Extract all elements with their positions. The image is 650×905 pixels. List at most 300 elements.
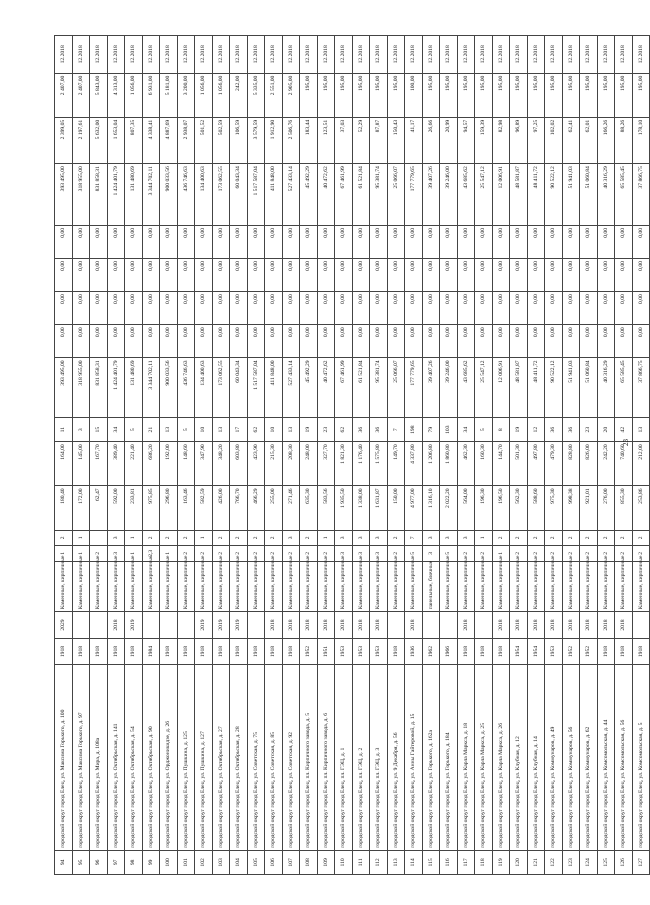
cell-living-area: 1 206,80 — [422, 442, 440, 486]
cell-max-unit-cost: 4 313,00 — [107, 73, 125, 117]
cell-deadline: 12.2018 — [265, 36, 283, 74]
cell-living-area: 389,40 — [107, 442, 125, 486]
cell-privatization-year: 2018 — [510, 612, 528, 638]
cell-build-year: 1954 — [527, 638, 545, 664]
cell-privatization-year: 2018 — [282, 612, 300, 638]
cell-deadline: 12.2018 — [72, 36, 90, 74]
cell-residents: 198 — [405, 418, 423, 442]
cell-fund-federal: 0,00 — [160, 325, 178, 358]
cell-cost-sum: 1 424 401,79 — [107, 164, 125, 226]
cell-living-area: 208,30 — [282, 442, 300, 486]
cell-floors: 2 — [597, 546, 615, 561]
cell-wall-material: Каменные, кирпичные — [475, 561, 493, 612]
cell-address: городской округ город Елец, ул. Октябрьская, д. 54 — [125, 665, 143, 850]
cell-fund-federal: 0,00 — [615, 325, 633, 358]
cell-max-unit-cost: 1 056,00 — [212, 73, 230, 117]
cell-fund-regional: 0,00 — [282, 292, 300, 325]
cell-cost-sum: 61 521,84 — [352, 164, 370, 226]
cell-fund-local: 0,00 — [282, 259, 300, 292]
cell-wall-material: панельные, блочные — [422, 561, 440, 612]
cell-fund-local: 0,00 — [457, 259, 475, 292]
cell-total-area: 62,47 — [90, 486, 108, 530]
cell-cost-total: 12 006,91 — [492, 358, 510, 418]
cell-total-area: 1 338,00 — [352, 486, 370, 530]
cell-cost-sum: 1 517 587,04 — [247, 164, 265, 226]
cell-entrances: 2 — [160, 530, 178, 545]
cell-build-year: 1953 — [352, 638, 370, 664]
cell-deadline: 12.2018 — [195, 36, 213, 74]
cell-row-number: 108 — [300, 850, 318, 874]
cell-living-area: 828,80 — [562, 442, 580, 486]
cell-cost-total: 3 344 702,11 — [142, 358, 160, 418]
cell-total-area: 163,46 — [177, 486, 195, 530]
cell-wall-material: Каменные, кирпичные — [160, 561, 178, 612]
cell-unit-cost: 5 632,00 — [90, 117, 108, 163]
cell-residents: 19 — [510, 418, 528, 442]
cell-floors: 2 — [90, 546, 108, 561]
cell-unit-cost: 37,03 — [335, 117, 353, 163]
cell-living-area: 603,80 — [230, 442, 248, 486]
cell-privatization-year — [387, 612, 405, 638]
cell-fund-owners: 0,00 — [230, 225, 248, 258]
cell-fund-regional: 0,00 — [317, 292, 335, 325]
cell-privatization-year: 2018 — [580, 612, 598, 638]
table-row — [90, 36, 108, 875]
cell-entrances: 2 — [55, 530, 73, 545]
cell-cost-sum: 436 746,63 — [177, 164, 195, 226]
cell-privatization-year: 2029 — [55, 612, 73, 638]
cell-row-number: 94 — [55, 850, 73, 874]
cell-cost-total: 60 043,34 — [230, 358, 248, 418]
cell-unit-cost: 41,17 — [405, 117, 423, 163]
table-row — [72, 36, 90, 875]
cell-living-area: 4 337,80 — [405, 442, 423, 486]
cell-build-year: 1936 — [405, 638, 423, 664]
cell-unit-cost: 3 579,59 — [247, 117, 265, 163]
cell-floors: 3 — [335, 546, 353, 561]
cell-residents: 11 — [55, 418, 73, 442]
cell-fund-regional: 0,00 — [107, 292, 125, 325]
cell-fund-owners: 0,00 — [282, 225, 300, 258]
cell-unit-cost: 96,89 — [510, 117, 528, 163]
cell-deadline: 12.2018 — [282, 36, 300, 74]
cell-total-area: 635,30 — [300, 486, 318, 530]
cell-deadline: 12.2018 — [107, 36, 125, 74]
cell-fund-local: 0,00 — [177, 259, 195, 292]
cell-entrances: 3 — [457, 530, 475, 545]
cell-residents: 13 — [160, 418, 178, 442]
cell-cost-total: 831 858,31 — [90, 358, 108, 418]
cell-max-unit-cost: 195,00 — [632, 73, 650, 117]
cell-build-year: 1918 — [597, 638, 615, 664]
cell-fund-federal: 0,00 — [562, 325, 580, 358]
cell-build-year: 1952 — [562, 638, 580, 664]
cell-residents: 15 — [90, 418, 108, 442]
cell-address: городской округ город Елец, ул. Советская, д. 92 — [282, 665, 300, 850]
cell-fund-regional: 0,00 — [527, 292, 545, 325]
cell-wall-material: Каменные, кирпичные — [580, 561, 598, 612]
cell-row-number: 110 — [335, 850, 353, 874]
cell-address: городской округ город Елец, ул. Коммунаров, д. 62 — [580, 665, 598, 850]
table-row — [545, 36, 563, 875]
cell-fund-federal: 0,00 — [125, 325, 143, 358]
cell-deadline: 12.2018 — [527, 36, 545, 74]
cell-fund-local: 0,00 — [230, 259, 248, 292]
cell-max-unit-cost: 2 551,00 — [265, 73, 283, 117]
cell-deadline: 12.2018 — [125, 36, 143, 74]
cell-floors: 2 — [527, 546, 545, 561]
cell-row-number: 114 — [405, 850, 423, 874]
cell-cost-sum: 90 522,12 — [545, 164, 563, 226]
cell-cost-total: 67 461,99 — [335, 358, 353, 418]
cell-unit-cost: 178,10 — [632, 117, 650, 163]
cell-living-area: 215,30 — [265, 442, 283, 486]
cell-privatization-year — [475, 612, 493, 638]
cell-fund-federal: 0,00 — [422, 325, 440, 358]
cell-total-area: 150,00 — [387, 486, 405, 530]
cell-residents: 13 — [212, 418, 230, 442]
cell-address: городской округ город Елец, ул. Октябрьская, д. 90 — [142, 665, 160, 850]
cell-total-area: 583,56 — [317, 486, 335, 530]
cell-total-area: 426,00 — [212, 486, 230, 530]
cell-row-number: 113 — [387, 850, 405, 874]
cell-floors: 2 — [457, 546, 475, 561]
cell-living-area: 242,20 — [597, 442, 615, 486]
cell-floors: 5 — [440, 546, 458, 561]
cell-max-unit-cost: 195,00 — [387, 73, 405, 117]
cell-max-unit-cost: 195,00 — [335, 73, 353, 117]
cell-fund-regional: 0,00 — [440, 292, 458, 325]
cell-floors: 3 — [422, 546, 440, 561]
cell-living-area: 479,30 — [545, 442, 563, 486]
cell-residents: 20 — [597, 418, 615, 442]
cell-unit-cost: 62,41 — [562, 117, 580, 163]
cell-privatization-year — [440, 612, 458, 638]
cell-row-number: 125 — [597, 850, 615, 874]
cell-build-year: 1918 — [457, 638, 475, 664]
cell-cost-total: 527 433,14 — [282, 358, 300, 418]
cell-fund-local: 0,00 — [317, 259, 335, 292]
cell-cost-sum: 25 066,07 — [387, 164, 405, 226]
cell-privatization-year: 2018 — [545, 612, 563, 638]
cell-unit-cost: 26,66 — [422, 117, 440, 163]
cell-fund-regional: 0,00 — [492, 292, 510, 325]
cell-cost-sum: 3 344 702,11 — [142, 164, 160, 226]
cell-address: городской округ город Елец, ул. Карла Маркса, д. 25 — [475, 665, 493, 850]
cell-residents: 62 — [335, 418, 353, 442]
cell-deadline: 12.2018 — [317, 36, 335, 74]
cell-floors: 2 — [387, 546, 405, 561]
cell-fund-federal: 0,00 — [72, 325, 90, 358]
cell-fund-regional: 0,00 — [55, 292, 73, 325]
cell-cost-total: 45 492,29 — [300, 358, 318, 418]
cell-entrances: 2 — [212, 530, 230, 545]
cell-residents: 13 — [632, 418, 650, 442]
cell-entrances: 2 — [632, 530, 650, 545]
cell-address: городской округ город Елец, ул. Карла Маркса, д. 18 — [457, 665, 475, 850]
cell-total-area: 180,40 — [55, 486, 73, 530]
cell-build-year: 1984 — [142, 638, 160, 664]
cell-fund-owners: 0,00 — [335, 225, 353, 258]
cell-residents: 79 — [422, 418, 440, 442]
cell-cost-sum: 25 547,12 — [475, 164, 493, 226]
cell-row-number: 98 — [125, 850, 143, 874]
cell-row-number: 123 — [562, 850, 580, 874]
cell-fund-local: 0,00 — [597, 259, 615, 292]
cell-residents: 36 — [370, 418, 388, 442]
cell-floors: 2 — [265, 546, 283, 561]
table-row — [527, 36, 545, 875]
cell-total-area: 196,30 — [475, 486, 493, 530]
cell-living-area: 164,00 — [55, 442, 73, 486]
cell-deadline: 12.2018 — [632, 36, 650, 74]
cell-cost-total: 51 060,84 — [580, 358, 598, 418]
cell-residents: 23 — [580, 418, 598, 442]
cell-address: городской округ город Елец, пл. ГЭЦ, д. 2 — [352, 665, 370, 850]
cell-wall-material: Каменные, кирпичные — [55, 561, 73, 612]
cell-build-year: 1953 — [370, 638, 388, 664]
cell-living-area: 192,00 — [160, 442, 178, 486]
cell-row-number: 126 — [615, 850, 633, 874]
cell-privatization-year: 2019 — [125, 612, 143, 638]
table-row — [615, 36, 633, 875]
cell-floors: 2 — [177, 546, 195, 561]
cell-address: городской округ город Елец, ул. Советская, д. 75 — [247, 665, 265, 850]
cell-fund-owners: 0,00 — [107, 225, 125, 258]
cell-row-number: 99 — [142, 850, 160, 874]
cell-total-area: 766,70 — [230, 486, 248, 530]
cell-fund-federal: 0,00 — [230, 325, 248, 358]
cell-row-number: 119 — [492, 850, 510, 874]
cell-wall-material: Каменные, кирпичные — [632, 561, 650, 612]
cell-fund-federal: 0,00 — [545, 325, 563, 358]
cell-wall-material: Каменные, кирпичные — [282, 561, 300, 612]
cell-address: городской округ город Елец, ул. Горького, д. 184 — [440, 665, 458, 850]
cell-fund-federal: 0,00 — [195, 325, 213, 358]
cell-fund-owners: 0,00 — [160, 225, 178, 258]
cell-living-area: 1 176,40 — [352, 442, 370, 486]
cell-residents: 17 — [230, 418, 248, 442]
cell-fund-local: 0,00 — [510, 259, 528, 292]
cell-fund-owners: 0,00 — [632, 225, 650, 258]
cell-floors: 2 — [195, 546, 213, 561]
cell-build-year: 1918 — [125, 638, 143, 664]
cell-total-area: 564,00 — [457, 486, 475, 530]
cell-living-area: 826,00 — [580, 442, 598, 486]
cell-fund-regional: 0,00 — [422, 292, 440, 325]
cell-max-unit-cost: 195,00 — [300, 73, 318, 117]
cell-fund-federal: 0,00 — [527, 325, 545, 358]
cell-build-year: 1918 — [90, 638, 108, 664]
cell-privatization-year: 2018 — [107, 612, 125, 638]
cell-build-year: 1918 — [212, 638, 230, 664]
cell-floors: 2 — [300, 546, 318, 561]
cell-row-number: 112 — [370, 850, 388, 874]
cell-privatization-year: 2019 — [212, 612, 230, 638]
cell-fund-owners: 0,00 — [265, 225, 283, 258]
cell-unit-cost: 4 338,41 — [142, 117, 160, 163]
cell-fund-regional: 0,00 — [72, 292, 90, 325]
cell-address: городской округ город Елец, ул. Орджоникидзе, д. 26 — [160, 665, 178, 850]
cell-privatization-year: 2018 — [352, 612, 370, 638]
cell-deadline: 12.2018 — [247, 36, 265, 74]
cell-floors: 2 — [317, 546, 335, 561]
table-row — [107, 36, 125, 875]
cell-living-area: 327,70 — [317, 442, 335, 486]
table-row — [125, 36, 143, 875]
cell-cost-total: 393 495,00 — [55, 358, 73, 418]
cell-row-number: 124 — [580, 850, 598, 874]
cell-wall-material: Каменные, кирпичные — [352, 561, 370, 612]
cell-address: городской округ город Елец, ул. Советская, д. 85 — [265, 665, 283, 850]
cell-row-number: 97 — [107, 850, 125, 874]
cell-fund-local: 0,00 — [422, 259, 440, 292]
table-row — [405, 36, 423, 875]
cell-total-area: 975,30 — [545, 486, 563, 530]
cell-floors: 1 — [492, 546, 510, 561]
cell-entrances: 2 — [230, 530, 248, 545]
cell-max-unit-cost: 2 407,00 — [72, 73, 90, 117]
cell-unit-cost: 1 912,90 — [265, 117, 283, 163]
cell-unit-cost: 502,59 — [212, 117, 230, 163]
cell-fund-federal: 0,00 — [107, 325, 125, 358]
cell-cost-total: 48 411,72 — [527, 358, 545, 418]
cell-wall-material: Каменные, кирпичные — [387, 561, 405, 612]
cell-unit-cost: 123,51 — [317, 117, 335, 163]
cell-cost-total: 1 517 587,04 — [247, 358, 265, 418]
cell-wall-material: Каменные, кирпичные — [125, 561, 143, 612]
cell-fund-federal: 0,00 — [335, 325, 353, 358]
cell-entrances: 3 — [107, 530, 125, 545]
cell-fund-regional: 0,00 — [545, 292, 563, 325]
cell-max-unit-cost: 195,00 — [545, 73, 563, 117]
cell-cost-total: 90 522,12 — [545, 358, 563, 418]
cell-row-number: 101 — [177, 850, 195, 874]
table-row — [632, 36, 650, 875]
cell-wall-material: Каменные, кирпичные — [195, 561, 213, 612]
cell-fund-owners: 0,00 — [212, 225, 230, 258]
table-row — [142, 36, 160, 875]
cell-unit-cost: 62,01 — [580, 117, 598, 163]
table-row — [457, 36, 475, 875]
cell-fund-owners: 0,00 — [510, 225, 528, 258]
cell-total-area: 588,60 — [527, 486, 545, 530]
cell-wall-material: Каменные, кирпичные — [177, 561, 195, 612]
cell-cost-total: 43 685,62 — [457, 358, 475, 418]
cell-cost-sum: 51 060,84 — [580, 164, 598, 226]
cell-fund-local: 0,00 — [247, 259, 265, 292]
cell-max-unit-cost: 195,00 — [597, 73, 615, 117]
cell-entrances: 3 — [422, 530, 440, 545]
cell-residents: 5 — [177, 418, 195, 442]
cell-cost-total: 61 521,84 — [352, 358, 370, 418]
cell-row-number: 118 — [475, 850, 493, 874]
cell-fund-local: 0,00 — [632, 259, 650, 292]
cell-floors: 5 — [405, 546, 423, 561]
cell-cost-total: 48 581,87 — [510, 358, 528, 418]
cell-address: городской округ город Елец, ул. Пушкина, д. 127 — [195, 665, 213, 850]
cell-deadline: 12.2018 — [230, 36, 248, 74]
cell-cost-total: 40 472,62 — [317, 358, 335, 418]
cell-residents: 21 — [142, 418, 160, 442]
cell-fund-local: 0,00 — [615, 259, 633, 292]
cell-fund-owners: 0,00 — [247, 225, 265, 258]
table-row — [195, 36, 213, 875]
cell-fund-federal: 0,00 — [90, 325, 108, 358]
cell-max-unit-cost: 1 056,00 — [125, 73, 143, 117]
cell-living-area: 221,40 — [125, 442, 143, 486]
cell-cost-sum: 39 246,00 — [440, 164, 458, 226]
cell-fund-owners: 0,00 — [405, 225, 423, 258]
cell-privatization-year: 2018 — [317, 612, 335, 638]
cell-entrances: 7 — [405, 530, 423, 545]
cell-total-area: 255,00 — [265, 486, 283, 530]
cell-fund-regional: 0,00 — [615, 292, 633, 325]
cell-fund-local: 0,00 — [440, 259, 458, 292]
cell-floors: 2 — [475, 546, 493, 561]
cell-cost-total: 177 779,65 — [405, 358, 423, 418]
cell-max-unit-cost: 195,00 — [562, 73, 580, 117]
cell-address: городской округ город Елец, ул. 9 Декабря, д. 56 — [387, 665, 405, 850]
cell-address: городской округ город Елец, пл. ГЭЦ, д. 3 — [370, 665, 388, 850]
cell-fund-regional: 0,00 — [90, 292, 108, 325]
cell-address: городской округ город Елец, ул. Октябрьская, д. 28 — [230, 665, 248, 850]
cell-max-unit-cost: 195,00 — [492, 73, 510, 117]
cell-build-year: 1953 — [335, 638, 353, 664]
cell-unit-cost: 166,26 — [597, 117, 615, 163]
cell-fund-local: 0,00 — [55, 259, 73, 292]
cell-entrances: 1 — [317, 530, 335, 545]
cell-wall-material: Каменные, кирпичные — [370, 561, 388, 612]
cell-cost-sum: 60 043,34 — [230, 164, 248, 226]
cell-address: городской округ город Елец, ул. Клубная, д. 14 — [527, 665, 545, 850]
cell-privatization-year: 2018 — [457, 612, 475, 638]
cell-max-unit-cost: 5 843,00 — [90, 73, 108, 117]
cell-fund-owners: 0,00 — [177, 225, 195, 258]
cell-cost-sum: 95 381,74 — [370, 164, 388, 226]
cell-floors: 1 — [55, 546, 73, 561]
cell-floors: 3 — [352, 546, 370, 561]
cell-max-unit-cost: 195,00 — [580, 73, 598, 117]
cell-address: городской округ город Елец, ул. Коммунаров, д. 56 — [562, 665, 580, 850]
cell-wall-material: Каменные, кирпичные — [317, 561, 335, 612]
cell-max-unit-cost: 5 181,00 — [160, 73, 178, 117]
cell-max-unit-cost: 195,00 — [370, 73, 388, 117]
cell-wall-material: Каменные, кирпичные — [90, 561, 108, 612]
cell-total-area: 172,00 — [72, 486, 90, 530]
cell-wall-material: Каменные, кирпичные — [72, 561, 90, 612]
cell-unit-cost: 2 506,76 — [282, 117, 300, 163]
cell-max-unit-cost: 242,00 — [230, 73, 248, 117]
cell-row-number: 107 — [282, 850, 300, 874]
cell-unit-cost: 159,39 — [475, 117, 493, 163]
cell-living-area: 1 575,80 — [370, 442, 388, 486]
cell-fund-federal: 0,00 — [632, 325, 650, 358]
cell-total-area: 1 316,10 — [422, 486, 440, 530]
cell-fund-regional: 0,00 — [335, 292, 353, 325]
cell-cost-total: 65 585,45 — [615, 358, 633, 418]
cell-entrances: 1 — [125, 530, 143, 545]
cell-residents: 36 — [352, 418, 370, 442]
cell-entrances: 3 — [370, 530, 388, 545]
cell-privatization-year — [422, 612, 440, 638]
cell-row-number: 120 — [510, 850, 528, 874]
cell-deadline: 12.2018 — [335, 36, 353, 74]
cell-fund-regional: 0,00 — [195, 292, 213, 325]
cell-row-number: 104 — [230, 850, 248, 874]
cell-max-unit-cost: 195,00 — [352, 73, 370, 117]
cell-cost-total: 39 407,26 — [422, 358, 440, 418]
